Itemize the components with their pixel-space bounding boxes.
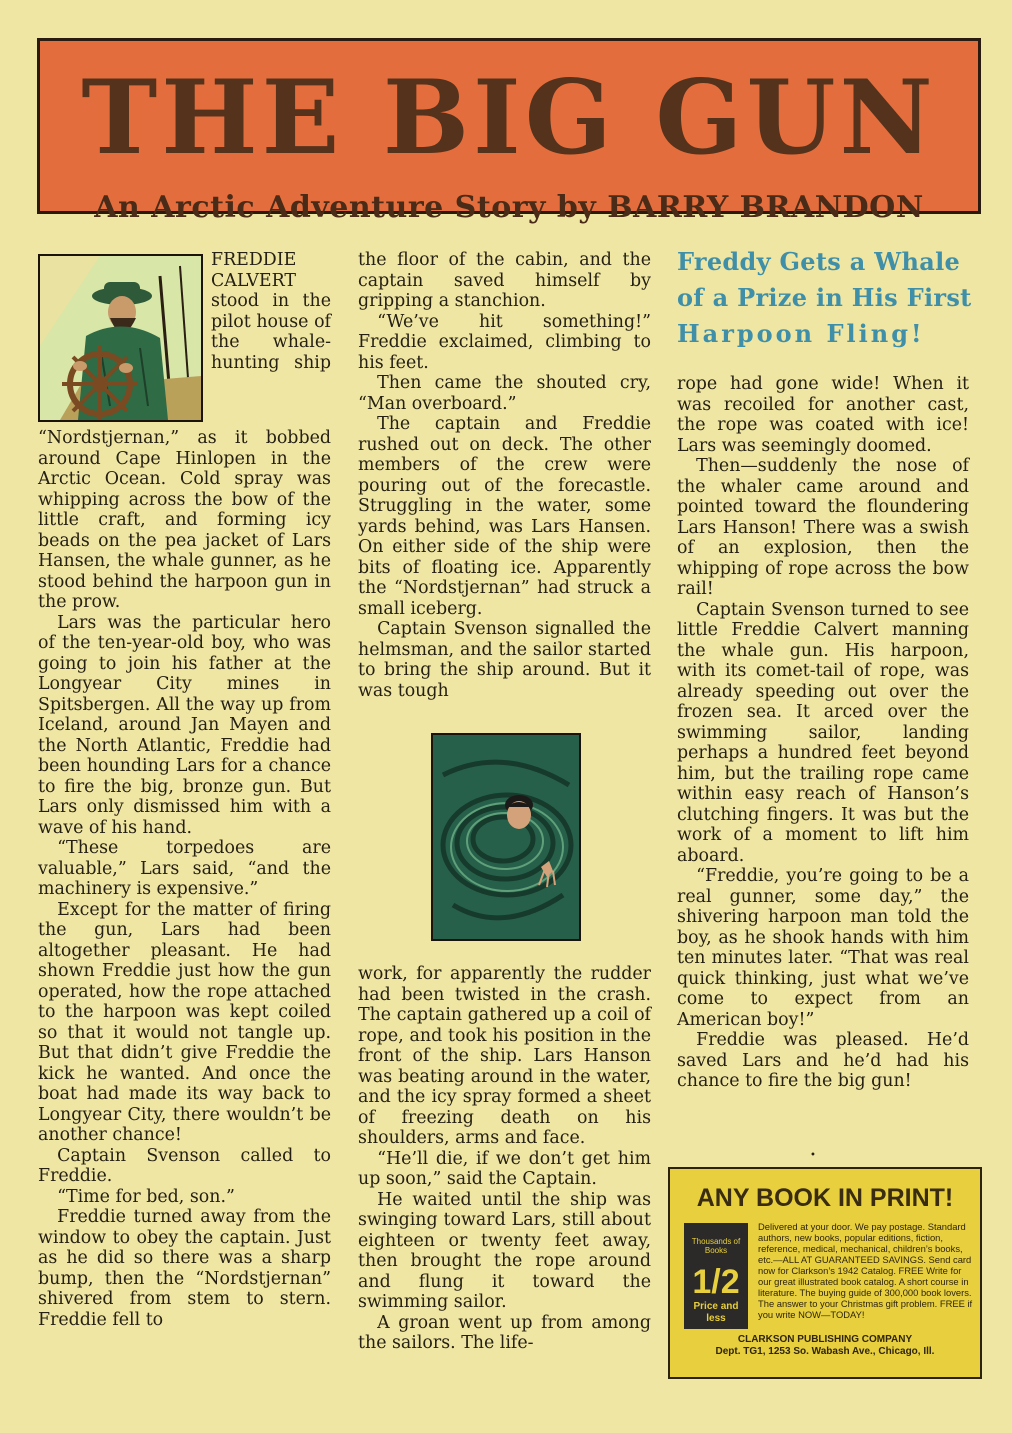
book-cover-fraction: 1/2 (692, 1263, 740, 1301)
text-column-3 (677, 374, 969, 1092)
paragraph: Captain Svenson signalled the helmsman, and the sailor started to bring the ship around. But it was tough (358, 619, 651, 701)
captain-at-wheel-illustration (38, 254, 203, 422)
paragraph: Captain Svenson called to Freddie. (38, 1145, 331, 1186)
captain-at-wheel-icon (40, 256, 201, 420)
book-advertisement (668, 1167, 982, 1379)
headline-line: Harpoon Fling! (677, 319, 925, 348)
paragraph: Then came the shouted cry, “Man overboard.” (358, 373, 651, 414)
separator-dot: • (810, 1150, 816, 1161)
paragraph: A groan went up from among the sailors. The life- (358, 1312, 651, 1353)
paragraph: Except for the matter of firing the gun, Lars had been altogether pleasant. He had shown Freddie just how the gun operated, how the rope attached to the harpoon was kept coiled so that it would not tangle up. But that didn’t give Freddie the kick he wanted. And once the boat had made its way back to Longyear City, there wouldn’t be another chance! (38, 899, 331, 1145)
paragraph: “Freddie, you’re going to be a real gunner, some day,” the shivering harpoon man told the boy, as he shook hands with him ten minutes later. “That was real quick thinking, just what we’ve come to expect from an American boy!” (677, 866, 969, 1030)
paragraph: Then—suddenly the nose of the whaler came around and pointed toward the floundering Lars Hanson! There was a swish of an explosion, then the whipping of rope across the bow rail! (677, 456, 969, 599)
headline-line: of a Prize in His First (677, 283, 972, 312)
paragraph: Freddie was pleased. He’d saved Lars and he’d had his chance to fire the big gun! (677, 1030, 969, 1091)
paragraph: He waited until the ship was swinging toward Lars, still about eighteen or twenty feet away, then brought the rope around and flung it toward the swimming sailor. (358, 1189, 651, 1312)
paragraph: work, for apparently the rudder had been twisted in the crash. The captain gathered up a coil of rope, and took his position in the front of the ship. Lars Hanson was beating around in the water, and the icy spray formed a sheet of freezing death on his shoulders, arms and face. (358, 964, 651, 1148)
paragraph: “Time for bed, son.” (57, 1186, 235, 1207)
paragraph: Lars was the particular hero of the ten-year-old boy, who was going to join his father at the Longyear City mines in Spitsbergen. All the way up from Iceland, around Jan Mayen and the North Atlantic, Freddie had been hounding Lars for a chance to fire the big, bronze gun. But Lars only dismissed him with a wave of his hand. (38, 612, 331, 838)
swimmer-illustration (431, 733, 581, 941)
ad-address: Dept. TG1, 1253 So. Wabash Ave., Chicago, Ill. (715, 1346, 935, 1357)
paragraph: “We’ve hit something!” Freddie exclaimed, climbing to his feet. (358, 311, 651, 373)
ad-company: CLARKSON PUBLISHING COMPANY (737, 1334, 913, 1345)
ad-footer (678, 1334, 972, 1358)
paragraph: Freddie turned away from the window to obey the captain. Just as he did so there was a sharp bump, then the “Nordstjernan” shivered from stem to stern. Freddie fell to (38, 1207, 331, 1330)
ad-offer-text: FREE Write for our great illustrated book catalog. A short course in literature. The buying guide of 300,000 book lovers. The answer to your Christmas gift problem. FREE if you write NOW—TODAY! (758, 1265, 973, 1320)
paragraph: rope had gone wide! When it was recoiled for another cast, the rope was coated with ice! Lars was seemingly doomed. (677, 374, 969, 456)
half-price-book-illustration (684, 1223, 748, 1329)
headline-line: Freddy Gets a Whale (677, 247, 961, 276)
paragraph: The captain and Freddie rushed out on deck. The other members of the crew were pouring out of the forecastle. Struggling in the water, some yards behind, was Lars Hansen. On either side of the ship were bits of floating ice. Apparently the “Nordstjernan” had struck a small iceberg. (358, 414, 651, 619)
swimmer-in-whirlpool-icon (433, 735, 579, 939)
text-column-2-continued (358, 964, 651, 1354)
captain-illustration-wrapper (38, 254, 203, 426)
paragraph: “These torpedoes are valuable,” Lars said, “and the machinery is expensive.” (38, 838, 331, 899)
book-cover-price: Price and less (693, 1301, 739, 1324)
paragraph: the floor of the cabin, and the captain saved himself by gripping a stanchion. (358, 250, 651, 311)
book-cover-caption: Thousands of Books (691, 1237, 741, 1255)
paragraph: “He’ll die, if we don’t get him up soon,” said the Captain. (358, 1148, 651, 1189)
ad-headline: ANY BOOK IN PRINT! (696, 1184, 954, 1212)
text-column-1 (38, 250, 331, 1330)
title-banner (37, 38, 981, 225)
story-headline (677, 244, 974, 352)
paragraph: Captain Svenson turned to see little Freddie Calvert manning the whale gun. His harpoon, with its comet-tail of rope, was already speeding out over the frozen sea. It arced over the swimming sailor, landing perhaps a hundred feet beyond him, but the trailing rope came within easy reach of Hanson’s clutching fingers. It was but the work of a moment to lift him aboard. (677, 599, 969, 866)
text-column-2 (358, 250, 651, 701)
story-title: THE BIG GUN (81, 58, 937, 178)
story-subtitle: An Arctic Adventure Story by BARRY BRANDON (94, 190, 924, 225)
ad-body (758, 1221, 974, 1320)
paragraph: FREDDIE CALVERT stood in the pilot house of the whale-hunting ship “Nordstjernan,” as it bobbed around Cape Hinlopen in the Arctic Ocean. Cold spray was whipping across the bow of the little craft, and forming icy beads on the pea jacket of Lars Hansen, the whale gunner, as he stood behind the harpoon gun in the prow. (38, 250, 331, 612)
ad-body-text: Delivered at your door. We pay postage. Standard authors, new books, popular editions, fiction, reference, medical, mechanical, children’s books, etc.—ALL AT GUARANTEED SAVINGS. Send card now for Clarkson’s 1942 Catalog. (758, 1221, 972, 1276)
